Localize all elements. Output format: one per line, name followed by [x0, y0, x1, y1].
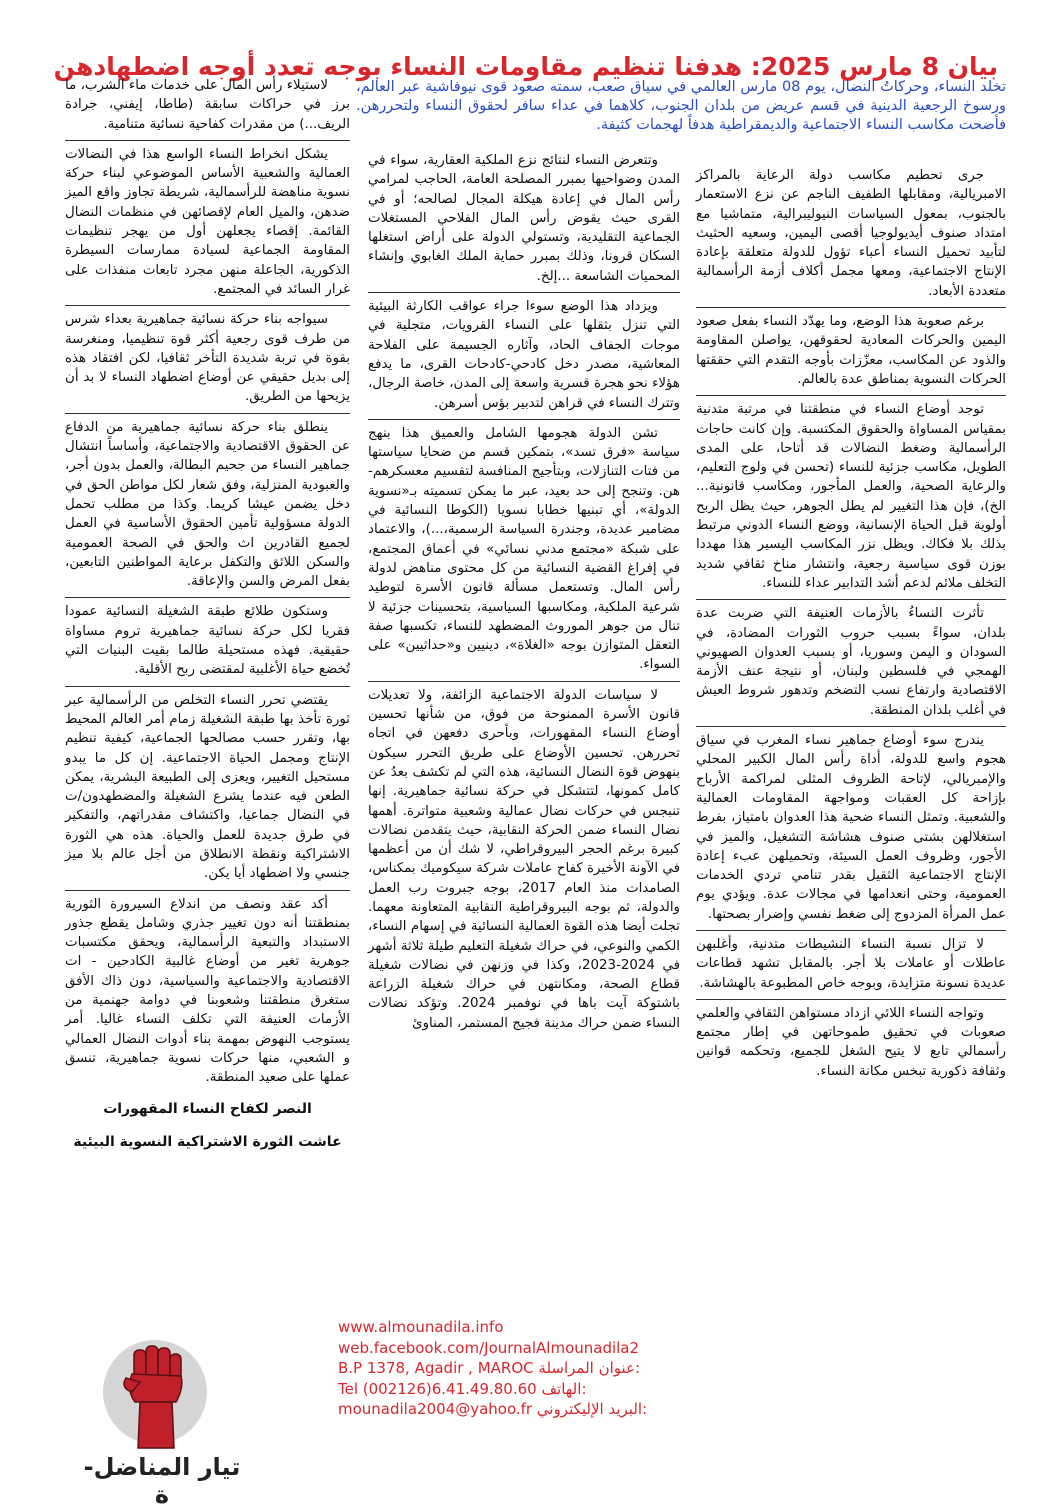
intro-paragraph: تخلد النساء، وحركاتُ النضال، يوم 08 مارس العالمي في سياق صعب، سمته صعود قوى نيوفاشية عبر العالم، ورسوخ الرجعية الدينية في قسم عريض من بلدان الجنوب، كلاهما في عداء سافر لحقوق النساء ولتحررهن. فأضحت مكاسب النساء الاجتماعية والديمقراطية هدفاً لهجمات كثيفة.	[356, 79, 1006, 133]
website-link[interactable]: www.almounadila.info	[338, 1318, 504, 1336]
col-right-paragraph: تأثرت النساءُ بالأزمات العنيفة التي ضربت عدة بلدان، سواءً بسبب حروب الثورات المضادة، في السودان و اليمن وسوريا، أو بسبب العدوان الصهيوني الهمجي في فلسطين ولبنان، أو نتيجة عنف الأزمة الاقتصادية وارتفاع نسب التضخم وتدهور شروط العيش في أغلب بلدان المنطقة.	[696, 599, 1006, 720]
slogan-2: عاشت الثورة الاشتراكية النسوية البيئية	[73, 1133, 342, 1150]
column-middle	[368, 151, 680, 1039]
col-mid-paragraph: ويزداد هذا الوضع سوءا جراء عواقب الكارثة البيئية التي تنزل بثقلها على النساء القرويات، متجلية في موجات الجفاف الحاد، وآثاره الجسيمة على الفلاحة المعاشية، مصدر دخل كادحي-كادحات القرى، ما يدفع هؤلاء نحو هجرة قسرية واسعة إلى المدن، خاصة الرجال، وتترك النساء في قراهن لتدبير بؤس أسرهن.	[368, 292, 680, 413]
column-right	[696, 166, 1006, 1087]
col-left-paragraph: يشكل انخراط النساء الواسع هذا في النضالات العمالية والشعبية الأساس الموضوعي لبناء حركة نسوية مناهضة للرأسمالية، شريطة تجاوز واقع الميز ضدهن، والميل العام لإقصائهن في منظمات النضال القائمة. إقصاء يجعلهن أول من يهجر تنظيمات المقاومة الجماعية لسيادة ممارسات السيطرة الذكورية، الجاعلة منهن مجرد تابعات منفذات على غرار السائد في المجتمع.	[65, 140, 350, 299]
col-right-paragraph: لا تزال نسبة النساء النشيطات متدنية، وأغلبهن عاطلات أو عاملات بلا أجر. بالمقابل تشهد قطاعات عديدة نسونة متزايدة، وبوجه خاص المطبوعة بالهشاشة.	[696, 930, 1006, 993]
col-left-paragraph: أكد عقد ونصف من اندلاع السيرورة الثورية بمنطقتنا أنه دون تغيير جذري وشامل يقطع جذور الاستبداد والتبعية الرأسمالية، ويحقق مكتسبات جوهرية تغير من أوضاع غالبية الكادحين - ات الاقتصادية والاجتماعية والسياسية، دون ذاك الأفق ستغرق منطقتنا وشعوبنا في دوامة جهنمية من الأزمات العنيفة التي تكلف النساء غاليا. أمر يستوجب النهوض بمهمة بناء أدوات النضال العمالي و الشعبي، منها حركات نسوية جماهيرية، تنسق عملها على صعيد المنطقة.	[65, 890, 350, 1088]
column-left	[65, 76, 350, 1152]
col-right-paragraph: وتواجه النساء اللائي ازداد مستواهن الثقافي والعلمي صعوبات في تحقيق طموحاتهن في إطار مجتمع رأسمالي تابع لا يتيح الشغل للجميع، وتحكمه قوانين وثقافة ذكورية تبخس مكانة النساء.	[696, 999, 1006, 1081]
col-left-paragraph: لاستيلاء رأس المال على خدمات ماء الشرب، ما برز في حراكات سابقة (طاطا، إيفني، جرادة الريف...) من مقدرات كفاحية نسائية متنامية.	[65, 78, 350, 132]
raised-fist-icon	[80, 1330, 230, 1450]
email-line[interactable]: mounadila2004@yahoo.fr البريد الإليكتروني:	[338, 1400, 648, 1418]
contact-block	[338, 1317, 658, 1420]
col-mid-paragraph: وتتعرض النساء لنتائج نزع الملكية العقارية، سواء في المدن وضواحيها بمبرر المصلحة العامة، الحاجب لمرامي رأس المال في إعادة هيكلة المجال لصالحه؛ أو في القرى حيث يقوض رأس المال الفلاحي المستغلات الجماعية التقليدية، وتستولي الدولة على أراض استغلها السكان قرونا، وذلك بمبرر حماية الملك الغابوي وإنشاء المحميات الشاسعة ...إلخ.	[368, 153, 680, 284]
col-right-paragraph: توجد أوضاع النساء في منطقتنا في مرتبة متدنية بمقياس المساواة والحقوق المكتسبة. وإن كانت حاجات الرأسمالية وضغط النضالات قد أتاحا، على المدى الطويل، مكاسب جزئية للنساء (تحسن في ولوج التعليم، والرعاية الصحية، والعمل المأجور، ومكاسب قانونية... الخ)، فإن هذا التغيير لم يطل الجوهر، حيث يظل الربح أولوية قبل الحياة الإنسانية، ووضع النساء الدوني مرتبط بذلك بلا فكاك. ويظل نزر المكاسب اليسير هذا مهددا بوزن قوى سياسية رجعية، وانتشار مناخ ثقافي شديد التخلف ملائم لدعم أشد التدابير عداء للنساء.	[696, 395, 1006, 593]
col-left-paragraph: ينطلق بناء حركة نسائية جماهيرية من الدفاع عن الحقوق الاقتصادية والاجتماعية، وأساساً انتشال جماهير النساء من جحيم البطالة، والعمل بدون أجر، والعبودية المنزلية، وفق شعار لكل مواطن الحق في دخل يضمن عيشا كريما. وكذا من مطلب تحمل الدولة مسؤولية تأمين الحقوق الأساسية في العمل لجميع القادرين اث والحق في الصحة العمومية والسكن اللائق والتكفل برعاية المواطنين التابعين، بفعل المرض والسن والإعاقة.	[65, 413, 350, 592]
slogan-1: النصر لكفاح النساء المقهورات	[103, 1100, 312, 1117]
phone-line: Tel (002126)6.41.49.80.60 الهاتف:	[338, 1379, 587, 1398]
col-mid-paragraph: تشن الدولة هجومها الشامل والعميق هذا بنهج سياسة «فرق تسد»، بتمكين قسم من ضحايا سياستها من فتات التنازلات، وبتأجيج المنافسة لتقسيم معسكرهم-هن. وتنجح إلى حد بعيد، عبر ما يمكن تسميته بـ«نسوية الدولة»، أي تبنيها خطابا نسويا (الكوطا النسائية في مضامير عديدة، وجندرة السياسة الرسمية،...)، والاعتماد على شبكة «مجتمع مدني نسائي» في أعماق المجتمع، في إفراغ القضية النسائية من كل محتوى مناهض لدولة رأس المال. وتستعمل مسألة قانون الأسرة لتوطيد شرعية الملكية، ومكاسبها السياسية، بتحسينات جزئية لا تنال من جوهر الموروث المضطهد للنساء، تكسبها صفة التعقل المتوازن بوجه «الغلاة»، دينيين و«حداثيين» على السواء.	[368, 419, 680, 675]
facebook-link[interactable]: web.facebook.com/JournalAlmounadila2	[338, 1338, 640, 1357]
col-right-paragraph: جرى تحطيم مكاسب دولة الرعاية بالمراكز الامبريالية، ومقابلها الطفيف الناجم عن نزع الاستعمار بالجنوب، بمعول السياسات النيوليبرالية، متماشيا مع امتداد صنوف أيديولوجيا أقصى اليمين، وسعيه الحثيث لتأبيد تحميل النساء أعباء تؤول للدولة متعلقة بإعادة الإنتاج الاجتماعية، ومعها مجمل أكلاف أزمة الرأسمالية متعددة الأبعاد.	[696, 168, 1006, 299]
col-right-paragraph: برغم صعوبة هذا الوضع، وما يهدّد النساء بفعل صعود اليمين والحركات المعادية لحقوقهن، يواصلن المقاومة والذود عن المكاسب، معزّزات بأوجه التقدم التي حققتها الحركات النسوية بمناطق عدة بالعالم.	[696, 307, 1006, 389]
brand-name: تيار المناضل-ة	[83, 1453, 241, 1509]
page-title: بيان 8 مارس 2025: هدفنا تنظيم مقاومات النساء بوجه تعدد أوجه اضطهادهن	[53, 51, 998, 81]
col-left-paragraph: سيواجه بناء حركة نسائية جماهيرية بعداء شرس من طرف قوى رجعية أكثر قوة تنظيميا، ومنغرسة بقوة في تربة شديدة التأخر ثقافيا، لكن افتقاد هذه إلى بديل حقيقي عن أوضاع اضطهاد النساء لا بد أن يزيحها من الطريق.	[65, 305, 350, 406]
col-left-paragraph: يقتضي تحرر النساء التخلص من الرأسمالية عبر ثورة تأخذ بها طبقة الشغيلة زمام أمر العالم المحيط بها، وتقرر حسب مصالحها الجماعية، كيفية تنظيم الإنتاج ومجمل الحياة الاجتماعية. إن كل ما يبدو مستحيل التغيير، ويعزى إلى الطبيعة البشرية، يمكن الطعن فيه عندما يشرع الشغيلة والمضطهدون/ت في النضال جماعيا، واكتشاف مقدراتهم، والتفكير في طرق جديدة للعمل والحياة. هذه هي الثورة الاشتراكية ونقطة الانطلاق من أجل عالم بلا ميز جنسي ولا اضطهاد أيا يكن.	[65, 686, 350, 884]
col-right-paragraph: يندرج سوء أوضاع جماهير نساء المغرب في سياق هجوم واسع للدولة، أداة رأس المال الكبير المحلي والإمبريالي، لإتاحة الظروف المثلى لمراكمة الأرباح بإزاحة كل العقبات ومواجهة المقاومات العمالية والشعبية. وتمثل النساء ضحية هذا العدوان بامتياز، بفرط استغلالهن بشتى صنوف هشاشة التشغيل، والميز في الأجور، وظروف العمل السيئة، وتحميلهن عبء إعادة الإنتاج الاجتماعية الثقيل بقدر تنامي تردي الخدمات العمومية، وحتى انعدامها في مجالات عدة. ويؤدي يوم عمل المرأة المزدوج إلى ضغط نفسي وإضرار بصحتها.	[696, 726, 1006, 924]
col-mid-paragraph: لا سياسات الدولة الاجتماعية الزائفة، ولا تعديلات قانون الأسرة الممنوحة من فوق، من شأنها تحسين أوضاع النساء المقهورات، وبأحرى دفعهن في اتجاه تحررهن. تحسين الأوضاع على طريق التحرر سيكون بنهوض قوة النضال النسائية، هذه التي لم تكشف بعدُ عن كامل كمونها، لتتشكل في حركة نسائية جماهيرية. إنها تنبجس في حركات نضال عمالية وشعبية متواترة. أهمها نضال النساء ضمن الحركة النقابية، حيث يتقدمن نضالات كبيرة برغم الحجر البيروقراطي، لا شك أن من أعظمها في الآونة الأخيرة كفاح عاملات شركة سيكوميك بمكناس، الصامدات منذ العام 2017، بوجه جبروت رب العمل والدولة، ثم بوجه البيروقراطية النقابية المتعاونة معهما. تجلت أيضا هذه القوة العمالية النسائية في إسهام النساء، الكمي والنوعي، في حراك شغيلة التعليم طيلة ثلاثة أشهر في 2024-2023، وكذا في وزنهن في نضالات شغيلة قطاع الصحة، ومكانتهن في حراك شغيلة الزراعة باشتوكة آيت باها في نوفمبر 2024. وتؤكد نضالات النساء ضمن حراك مدينة فجيج المستمر، المناوئ	[368, 681, 680, 1033]
address-line: B.P 1378, Agadir , MAROC عنوان المراسلة:	[338, 1359, 641, 1377]
col-left-paragraph: وستكون طلائع طبقة الشغيلة النسائية عمودا فقريا لكل حركة نسائية جماهيرية تروم مساواة حقيقية. فهذه مستحيلة طالما بقيت البنيات التي تُخضع حياة الأغلبية لمقتضى ربح الأقلية.	[65, 597, 350, 679]
